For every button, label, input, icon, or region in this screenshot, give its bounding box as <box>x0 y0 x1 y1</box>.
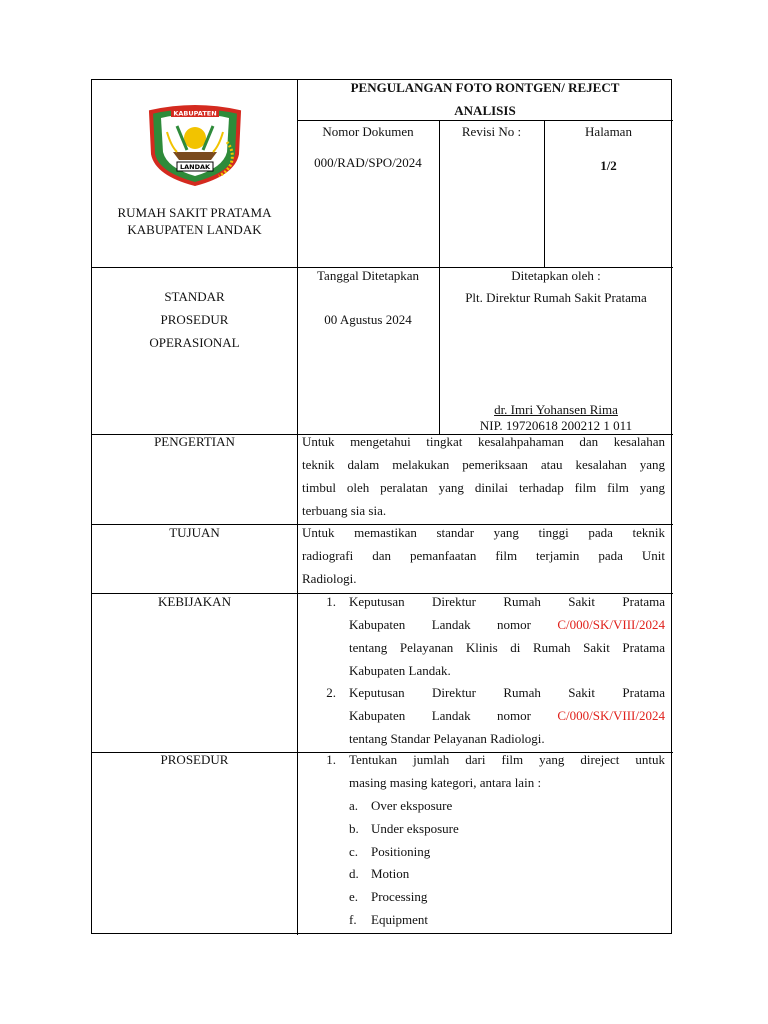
pengertian-line: teknik dalam melakukan pemeriksaan atau kesalahan yang <box>302 457 665 472</box>
subitem-letter: b. <box>349 821 359 836</box>
kebijakan-label: KEBIJAKAN <box>158 594 231 609</box>
kabupaten-landak-logo <box>147 102 243 186</box>
tanggal-ditetapkan-value: 00 Agustus 2024 <box>324 312 412 327</box>
subitem-text: Over eksposure <box>371 798 453 813</box>
kebijakan-item1-text: Kabupaten Landak nomor <box>349 617 531 632</box>
subitem-text: Motion <box>371 866 410 881</box>
hospital-name-line2: KABUPATEN LANDAK <box>127 222 262 237</box>
kebijakan-item1-line1: Keputusan Direktur Rumah Sakit Pratama <box>349 594 665 609</box>
subitem-letter: a. <box>349 798 359 813</box>
prosedur-subitem <box>349 909 428 932</box>
subitem-letter: e. <box>349 889 359 904</box>
subitem-letter: d. <box>349 866 359 881</box>
ditetapkan-role: Plt. Direktur Rumah Sakit Pratama <box>465 290 647 305</box>
pengertian-line: timbul oleh peralatan yang dinilai terhadap film film yang <box>302 480 665 495</box>
svg-text:LANDAK: LANDAK <box>179 163 211 171</box>
kebijakan-item2-policy-number: C/000/SK/VIII/2024 <box>557 708 666 723</box>
halaman-value: 1/2 <box>600 158 617 173</box>
nomor-dokumen-label: Nomor Dokumen <box>322 124 414 139</box>
hospital-name-line1: RUMAH SAKIT PRATAMA <box>117 205 272 220</box>
subitem-letter: f. <box>349 912 357 927</box>
pengertian-label: PENGERTIAN <box>154 434 235 449</box>
prosedur-subitem <box>349 818 459 841</box>
sop-line3: OPERASIONAL <box>149 334 240 350</box>
kebijakan-item-number: 1. <box>326 594 336 609</box>
subitem-letter: c. <box>349 844 359 859</box>
signer-nip: NIP. 19720618 200212 1 011 <box>479 418 633 433</box>
kebijakan-item1-line3: tentang Pelayanan Klinis di Rumah Sakit Pratama <box>349 640 665 655</box>
signer-name: dr. Imri Yohansen Rima <box>494 402 618 417</box>
document-title <box>297 77 673 123</box>
kebijakan-item2-text: Kabupaten Landak nomor <box>349 708 531 723</box>
tujuan-line: radiografi dan pemanfaatan film terjamin pada Unit <box>302 548 665 563</box>
sop-label <box>92 286 297 354</box>
tujuan-line: Untuk memastikan standar yang tinggi pada teknik <box>302 525 665 540</box>
kebijakan-item-number: 2. <box>326 685 336 700</box>
ditetapkan-oleh-label: Ditetapkan oleh : <box>511 268 601 283</box>
tanggal-ditetapkan-label: Tanggal Ditetapkan <box>317 268 419 283</box>
pengertian-line: terbuang sia sia. <box>302 503 387 518</box>
prosedur-subitem <box>349 795 452 818</box>
kebijakan-item1-line2 <box>349 614 665 637</box>
tujuan-label: TUJUAN <box>169 525 220 540</box>
column-divider <box>297 80 298 935</box>
prosedur-subitem <box>349 841 430 864</box>
kebijakan-item2-line1: Keputusan Direktur Rumah Sakit Pratama <box>349 685 665 700</box>
prosedur-item-number: 1. <box>326 752 336 767</box>
subitem-text: Under eksposure <box>371 821 459 836</box>
kebijakan-item2-line2 <box>349 705 665 728</box>
hospital-name <box>92 204 297 238</box>
tujuan-line: Radiologi. <box>302 571 357 586</box>
prosedur-label: PROSEDUR <box>160 752 229 767</box>
kebijakan-item2-line3: tentang Standar Pelayanan Radiologi. <box>349 731 545 746</box>
sop-document <box>91 79 672 934</box>
sop-line2: PROSEDUR <box>160 311 229 327</box>
revisi-label: Revisi No : <box>461 124 522 139</box>
sop-line1: STANDAR <box>164 289 225 304</box>
prosedur-item1-line2: masing masing kategori, antara lain : <box>349 775 542 790</box>
kebijakan-item1-line4: Kabupaten Landak. <box>349 663 451 678</box>
subitem-text: Equipment <box>371 912 429 927</box>
subitem-text: Processing <box>371 889 428 904</box>
prosedur-subitem <box>349 863 409 886</box>
kebijakan-item1-policy-number: C/000/SK/VIII/2024 <box>557 617 666 632</box>
prosedur-item1-line1: Tentukan jumlah dari film yang direject untuk <box>349 752 665 767</box>
nomor-dokumen-value: 000/RAD/SPO/2024 <box>314 155 422 170</box>
title-line2: ANALISIS <box>454 102 516 118</box>
svg-text:KABUPATEN: KABUPATEN <box>173 109 217 118</box>
halaman-label: Halaman <box>585 124 632 139</box>
title-line1: PENGULANGAN FOTO RONTGEN/ REJECT <box>350 80 620 95</box>
pengertian-line: Untuk mengetahui tingkat kesalahpahaman dan kesalahan <box>302 434 665 449</box>
prosedur-subitem <box>349 886 427 909</box>
subitem-text: Positioning <box>371 844 431 859</box>
